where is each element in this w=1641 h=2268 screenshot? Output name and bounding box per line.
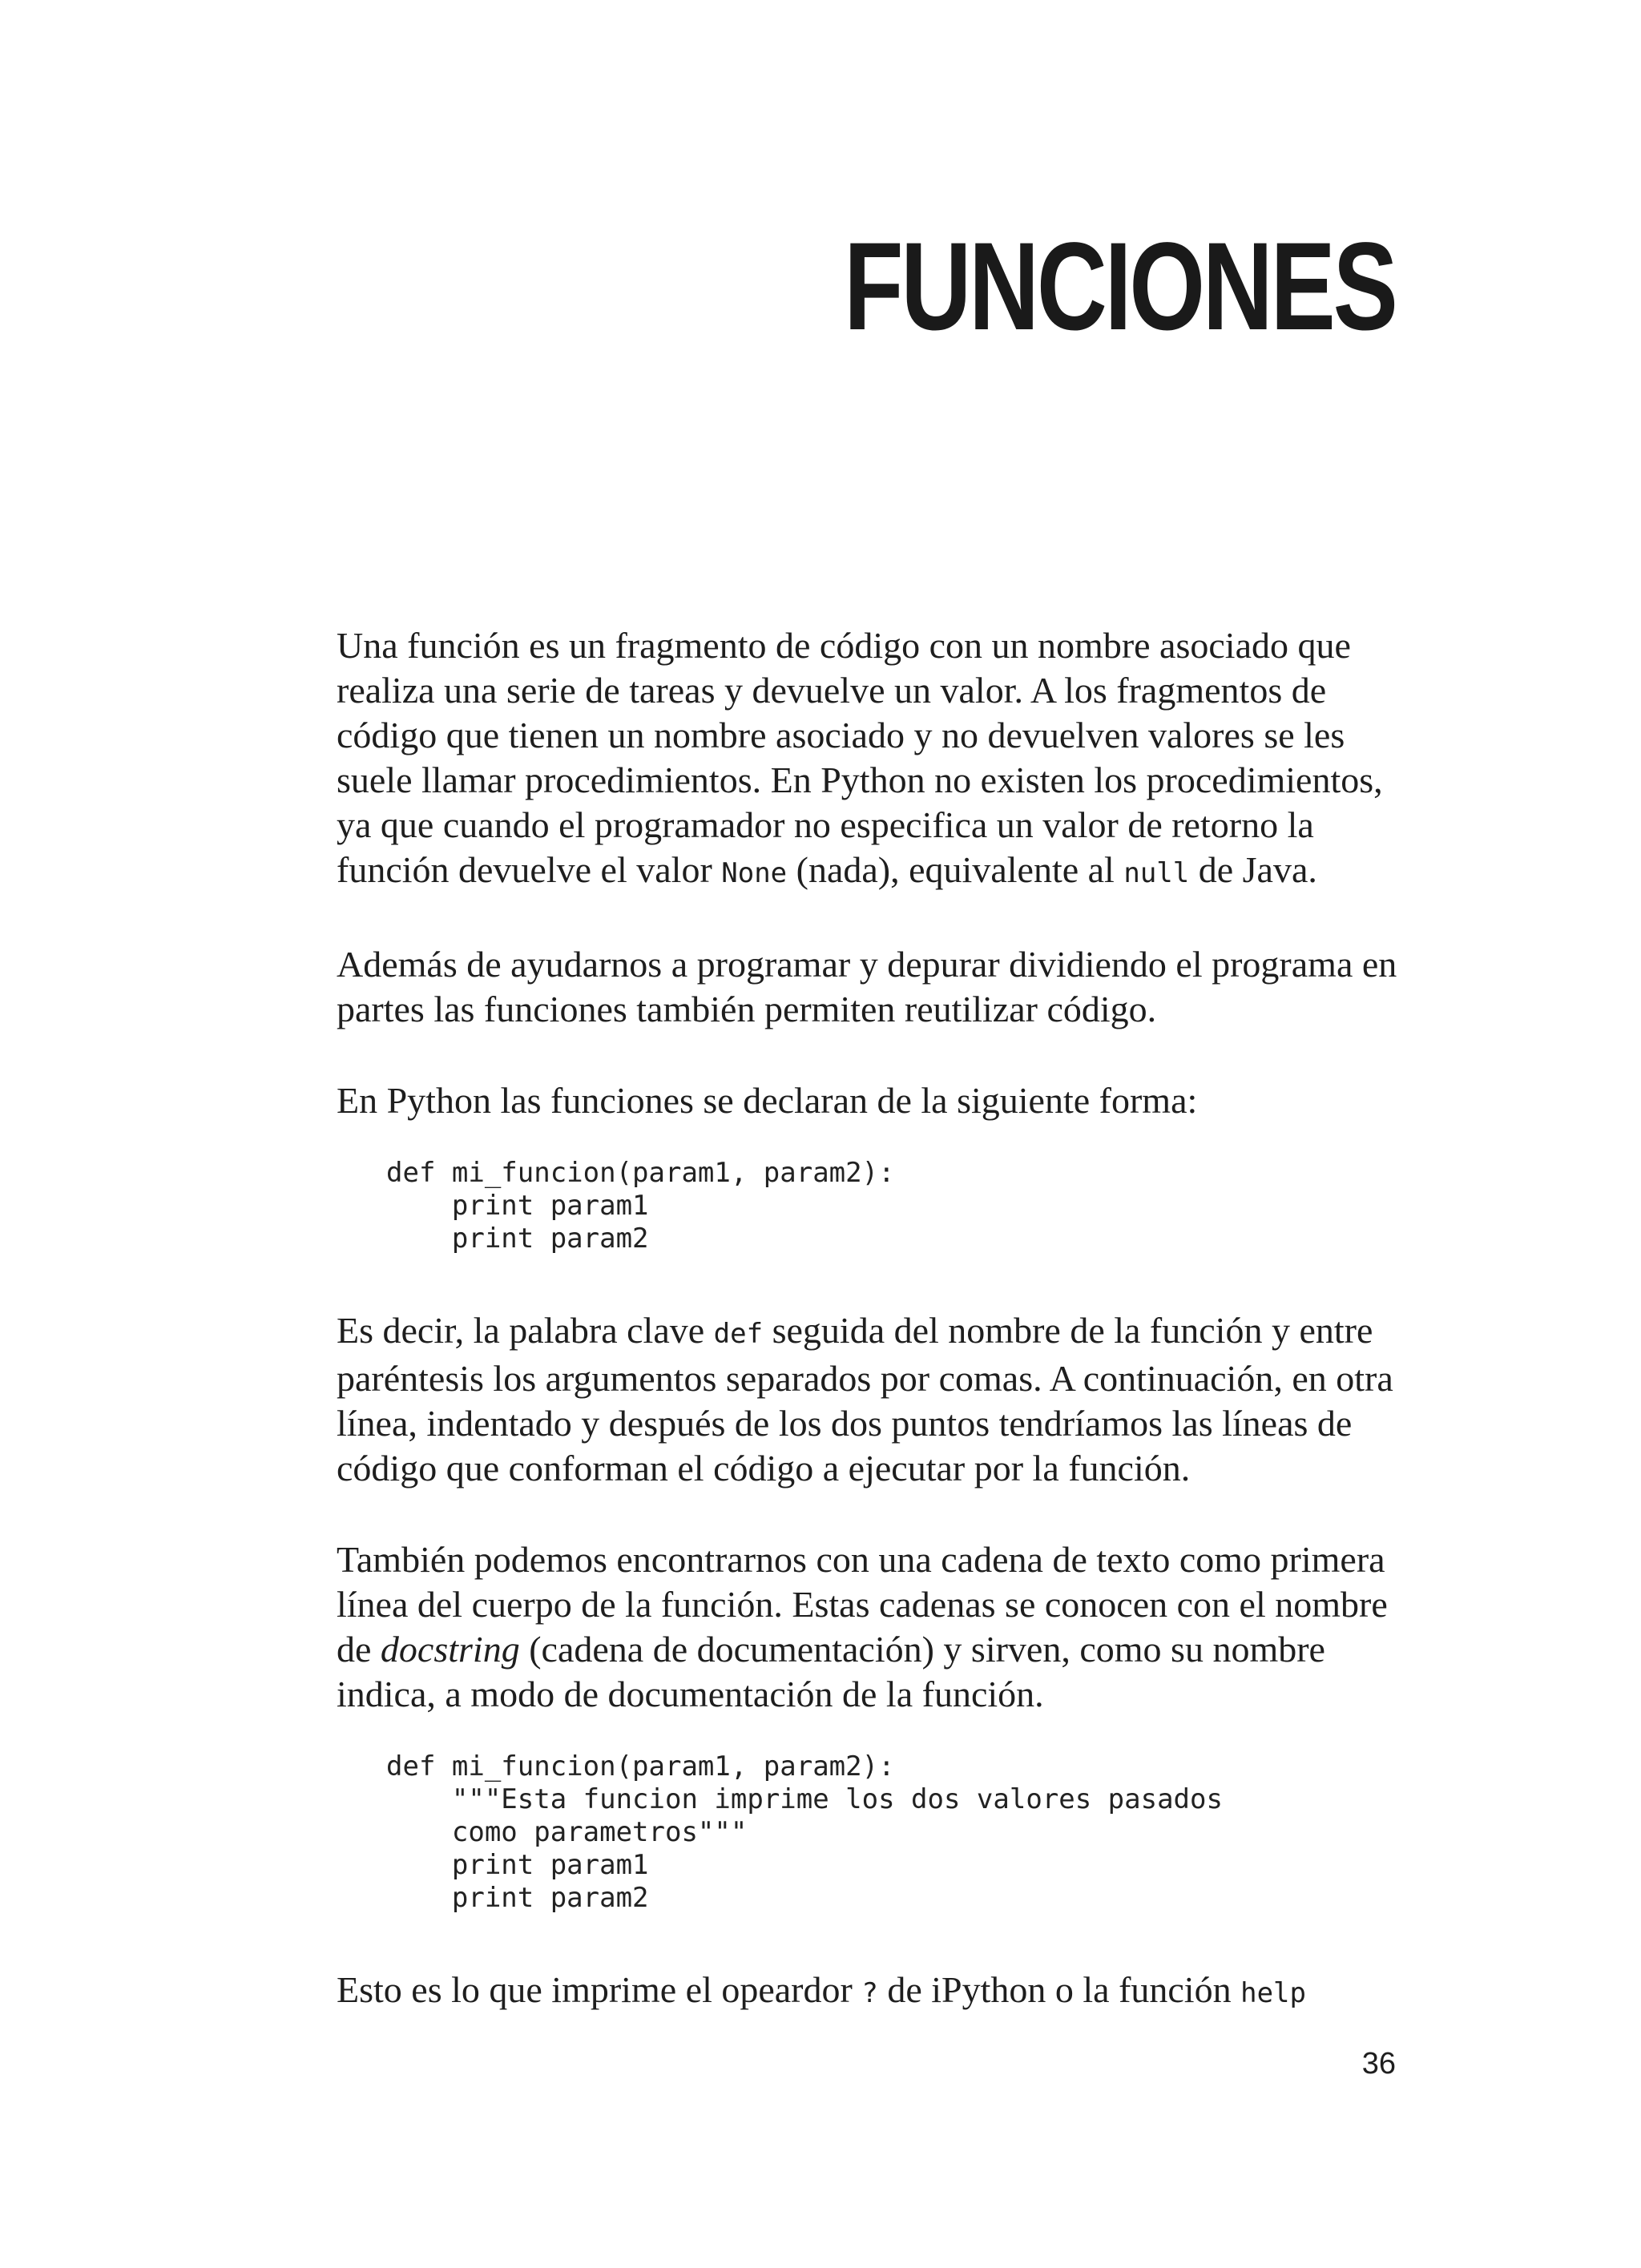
paragraph-help-mid: de iPython o la función [877,1969,1241,2010]
paragraph-intro-end: de Java. [1189,849,1317,890]
paragraph-ipython-help [337,1968,1402,2016]
paragraph-intro-mid: (nada), equivalente al [787,849,1124,890]
inline-code-none: None [721,857,788,889]
inline-code-def: def [713,1318,764,1350]
paragraph-intro-text: Una función es un fragmento de código con un nombre asociado que realiza una serie de tareas y devuelve un valor. A los fragmentos de código que tienen un nombre asociado y no devuelven valores se les suele llamar procedimientos. En Python no existen los procedimientos, ya que cuando el programador no especifica un valor de retorno la función devuelve el valor [337,625,1383,890]
code-block-docstring-example: def mi_funcion(param1, param2): """Esta funcion imprime los dos valores pasados como parametros""" print param1 print param2 [386,1750,1223,1914]
paragraph-def-rest: seguida del nombre de la función y entre paréntesis los argumentos separados por comas. A continuación, en otra línea, indentado y después de los dos puntos tendríamos las líneas de código que conforman el código a ejecutar por la función. [337,1310,1393,1489]
code-block-function-definition: def mi_funcion(param1, param2): print param1 print param2 [386,1157,895,1255]
paragraph-benefits: Además de ayudarnos a programar y depurar dividiendo el programa en partes las funciones también permiten reutilizar código. [337,944,1397,1029]
paragraph-help-text: Esto es lo que imprime el opeardor [337,1969,862,2010]
paragraph-docstring-text: También podemos encontrarnos con una cadena de texto como primera línea del cuerpo de la función. Estas cadenas se conocen con el nombre de [337,1539,1388,1670]
inline-code-question-operator: ? [861,1977,878,2009]
paragraph-declaration: En Python las funciones se declaran de la siguiente forma: [337,1080,1198,1121]
chapter-body [337,623,1402,2016]
paragraph-def-explanation [337,1308,1402,1491]
inline-code-null: null [1123,857,1190,889]
chapter-title: FUNCIONES [844,217,1396,357]
paragraph-def-text: Es decir, la palabra clave [337,1310,714,1351]
paragraph-docstring [337,1537,1402,1717]
paragraph-docstring-rest: (cadena de documentación) y sirven, como su nombre indica, a modo de documentación de la función. [337,1629,1325,1714]
inline-code-help: help [1240,1977,1306,2009]
paragraph-intro [337,623,1402,896]
docstring-term: docstring [380,1629,520,1670]
page-number: 36 [1361,2047,1396,2081]
